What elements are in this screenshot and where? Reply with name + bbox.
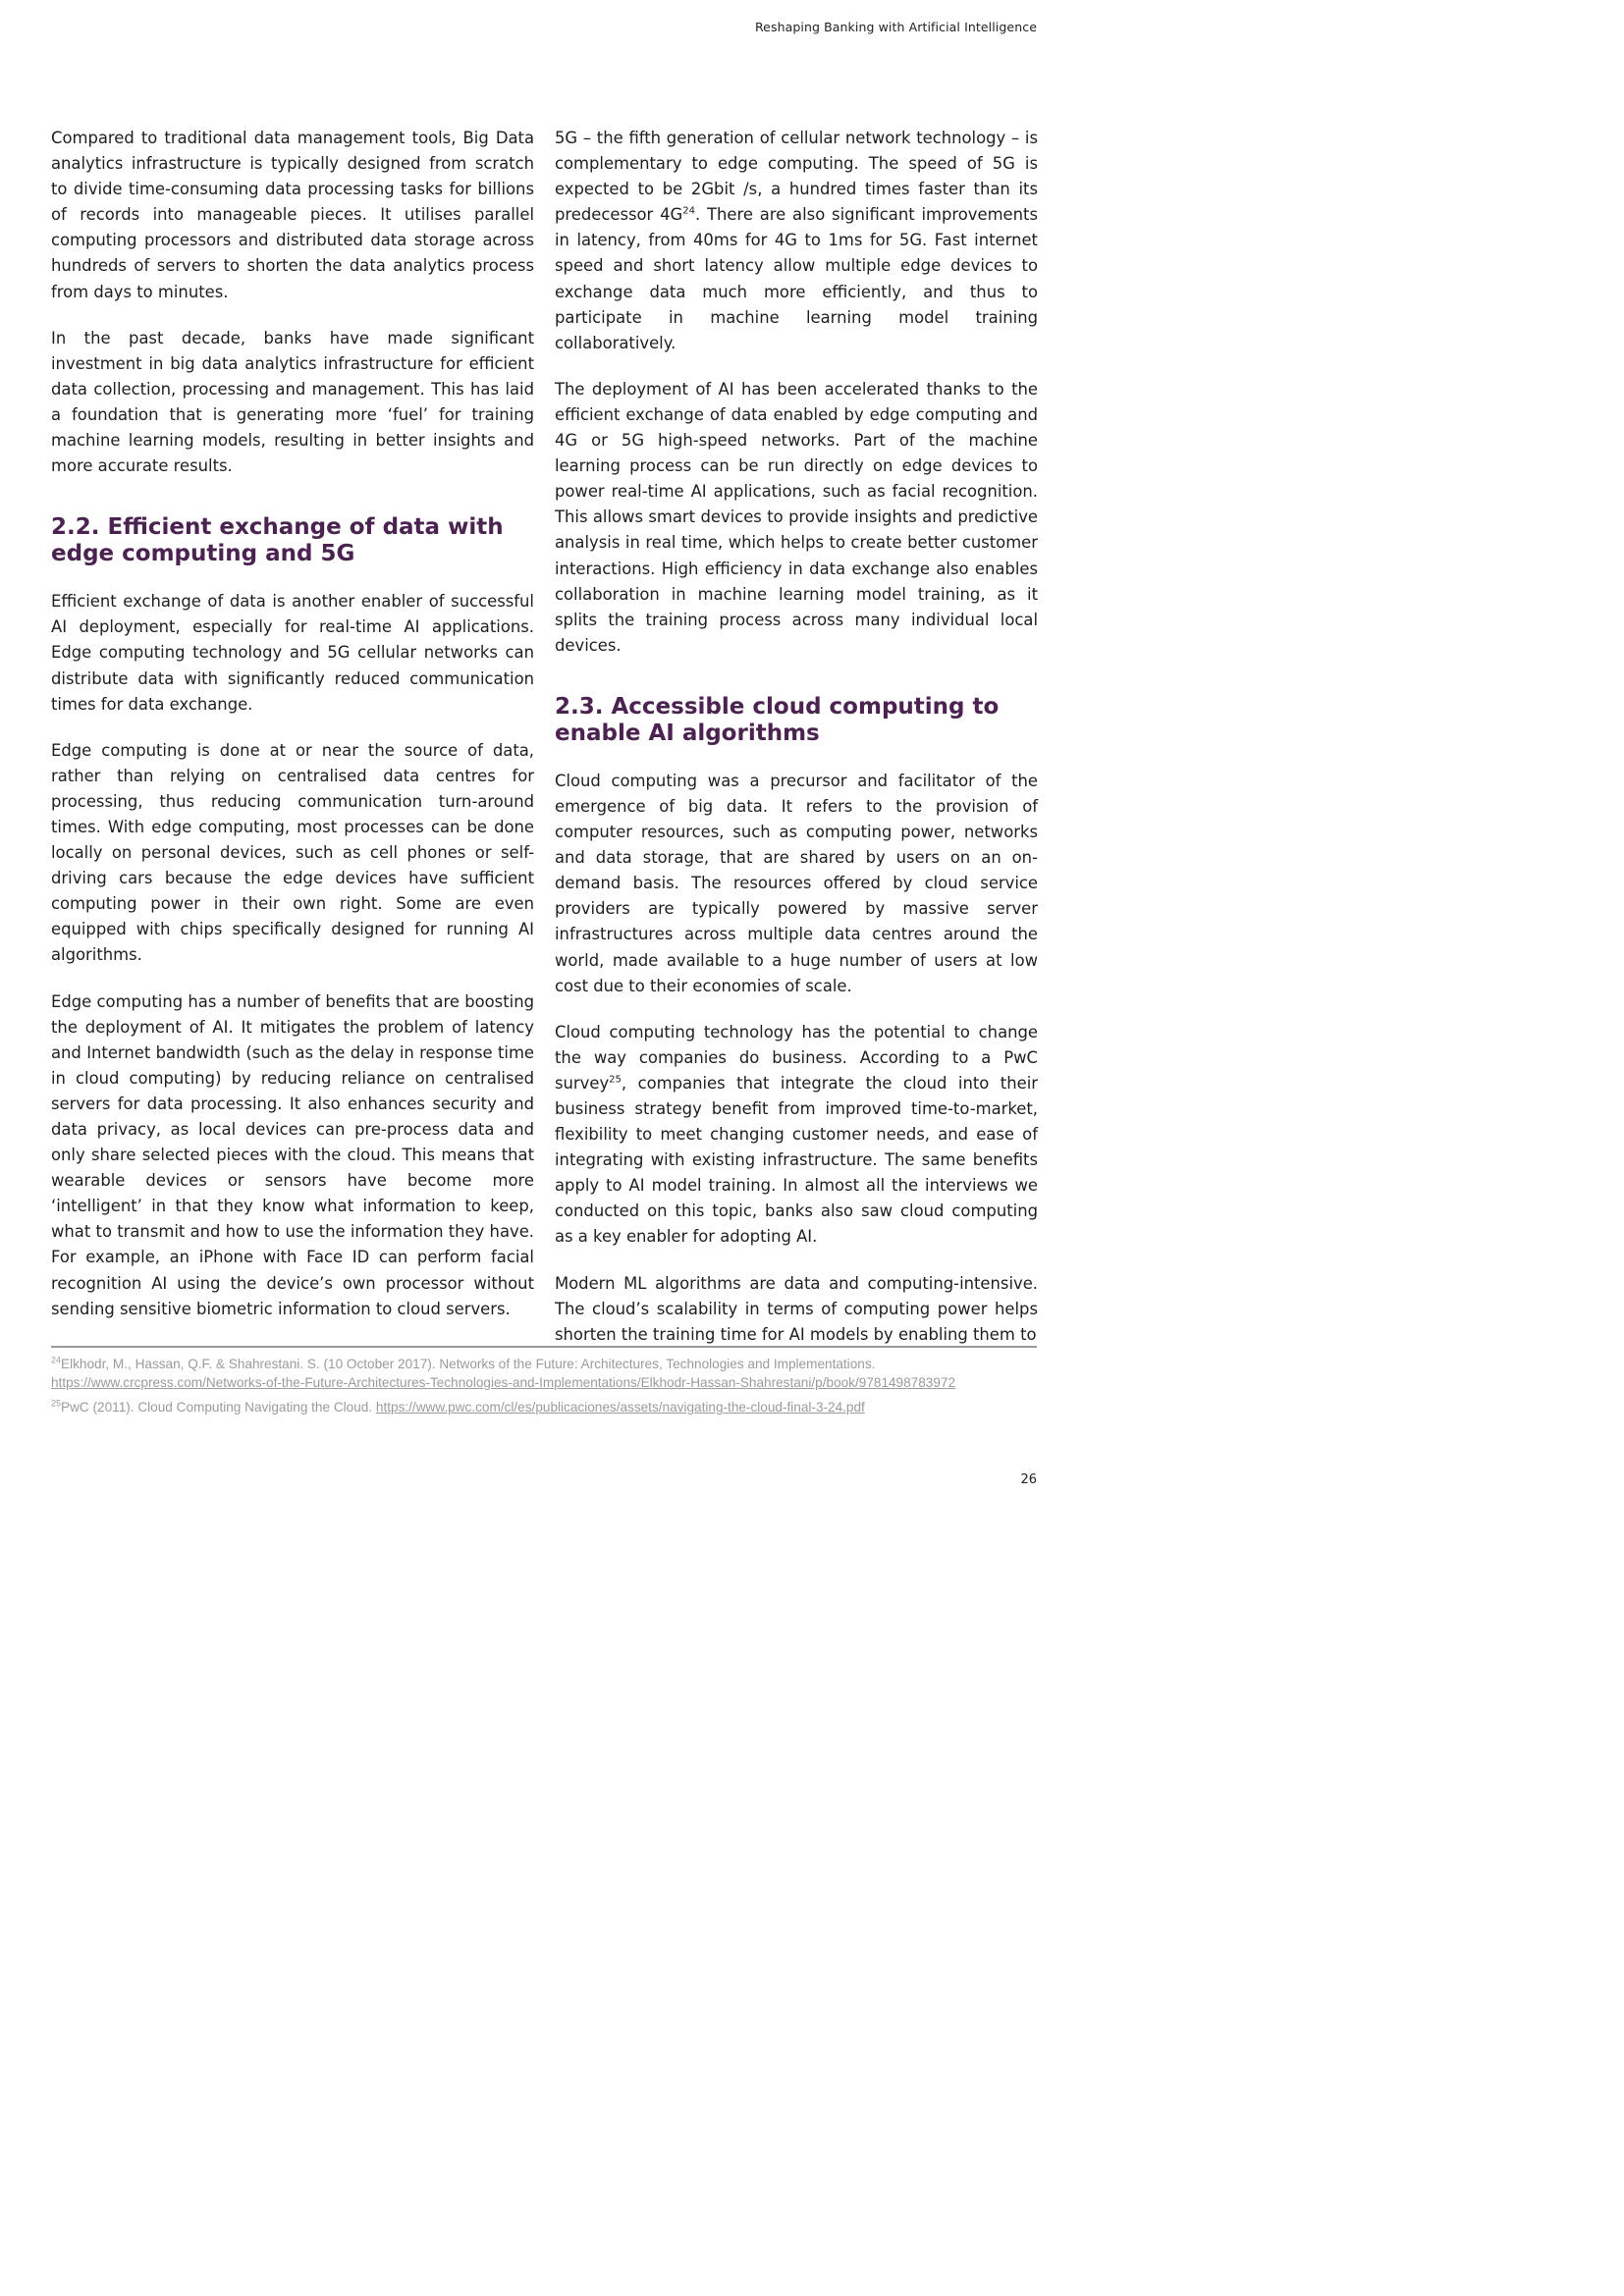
paragraph: Edge computing has a number of benefits that are boosting the deployment of AI. It mitigates the problem of latency and Internet bandwidth (such as the delay in response time in cloud computing) by reducing reliance on centralised servers for data processing. It also enhances security and data privacy, as local devices can pre-process data and only share selected pieces with the cloud. This means that wearable devices or sensors have become more ‘intelligent’ in that they know what information to keep, what to transmit and how to use the information they have. For example, an iPhone with Face ID can perform facial recognition AI using the device’s own processor without sending sensitive biometric information to cloud servers.: [51, 991, 534, 1318]
paragraph-text: . There are also significant improvements in latency, from 40ms for 4G to 1ms for 5G. Fast internet speed and short latency allow multiple edge devices to exchange data much more efficiently, and thus to participate in machine learning model training collaboratively.: [555, 205, 1038, 352]
paragraph: The deployment of AI has been accelerated thanks to the efficient exchange of data enabled by edge computing and 4G or 5G high-speed networks. Part of the machine learning process can be run directly on edge devices to power real-time AI applications, such as facial recognition. This allows smart devices to provide insights and predictive analysis in real time, which helps to create better customer interactions. High efficiency in data exchange also enables collaboration in machine learning model training, as it splits the training process across many individual local devices.: [555, 379, 1038, 655]
footnote-divider: [51, 1346, 1037, 1348]
section-heading-2-2: 2.2. Efficient exchange of data with edge computing and 5G: [51, 514, 504, 567]
paragraph: [555, 126, 1038, 356]
paragraph-text: 5G – the fifth generation of cellular network technology – is complementary to edge computing. The speed of 5G is expected to be 2Gbit /s, a hundred times faster than its predecessor 4G: [555, 129, 1038, 225]
left-column: [51, 126, 534, 1343]
footnote-text: Elkhodr, M., Hassan, Q.F. & Shahrestani. S. (10 October 2017). Networks of the Future: Architectures, Technologies and Implementations.: [61, 1357, 876, 1371]
footnotes: [51, 1355, 1037, 1422]
footnote-25: [51, 1398, 1037, 1416]
right-column: [555, 126, 1038, 1368]
footnote-number: 24: [51, 1355, 62, 1365]
footnote-text: PwC (2011). Cloud Computing Navigating the Cloud.: [61, 1400, 376, 1415]
paragraph: Modern ML algorithms are data and computing-intensive. The cloud’s scalability in terms of computing power helps shorten the training time for AI models by enabling them to: [555, 1273, 1038, 1344]
footnote-ref-25[interactable]: 25: [609, 1074, 622, 1086]
paragraph-text: Cloud computing technology has the potential to change the way companies do business. According to a PwC survey: [555, 1022, 1038, 1093]
paragraph: Cloud computing was a precursor and facilitator of the emergence of big data. It refers to the provision of computer resources, such as computing power, networks and data storage, that are shared by users on an on-demand basis. The resources offered by cloud service providers are typically powered by massive server infrastructures across multiple data centres around the world, made available to a huge number of users at low cost due to their economies of scale.: [555, 771, 1038, 995]
footnote-link[interactable]: https://www.pwc.com/cl/es/publicaciones/assets/navigating-the-cloud-final-3-24.pdf: [375, 1400, 865, 1415]
footnote-ref-24[interactable]: 24: [682, 205, 695, 217]
paragraph: Efficient exchange of data is another enabler of successful AI deployment, especially for real-time AI applications. Edge computing technology and 5G cellular networks can distribute data with significantly reduced communication times for data exchange.: [51, 592, 534, 714]
paragraph: Compared to traditional data management tools, Big Data analytics infrastructure is typically designed from scratch to divide time-consuming data processing tasks for billions of records into manageable pieces. It utilises parallel computing processors and distributed data storage across hundreds of servers to shorten the data analytics process from days to minutes.: [51, 129, 534, 301]
page-number: 26: [1020, 1472, 1037, 1487]
paragraph: Edge computing is done at or near the source of data, rather than relying on centralised data centres for processing, thus reducing communication turn-around times. With edge computing, most processes can be done locally on personal devices, such as cell phones or self-driving cars because the edge devices have sufficient computing power in their own right. Some are even equipped with chips specifically designed for running AI algorithms.: [51, 740, 534, 965]
footnote-link[interactable]: https://www.crcpress.com/Networks-of-the-Future-Architectures-Technologies-and-Implementations/Elkhodr-Hassan-Shahrestani/p/book/9781498783972: [51, 1375, 956, 1390]
footnote-24: [51, 1355, 1037, 1392]
footnote-number: 25: [51, 1398, 62, 1409]
section-heading-2-3: 2.3. Accessible cloud computing to enable AI algorithms: [555, 693, 1000, 746]
paragraph: [555, 1020, 1038, 1251]
paragraph-text: , companies that integrate the cloud into their business strategy benefit from improved time-to-market, flexibility to meet changing customer needs, and ease of integrating with existing infrastructure. The same benefits apply to AI model training. In almost all the interviews we conducted on this topic, banks also saw cloud computing as a key enabler for adopting AI.: [555, 1073, 1038, 1247]
running-header: Reshaping Banking with Artificial Intelligence: [754, 20, 1037, 34]
paragraph: In the past decade, banks have made significant investment in big data analytics infrastructure for efficient data collection, processing and management. This has laid a foundation that is generating more ‘fuel’ for training machine learning models, resulting in better insights and more accurate results.: [51, 328, 534, 476]
